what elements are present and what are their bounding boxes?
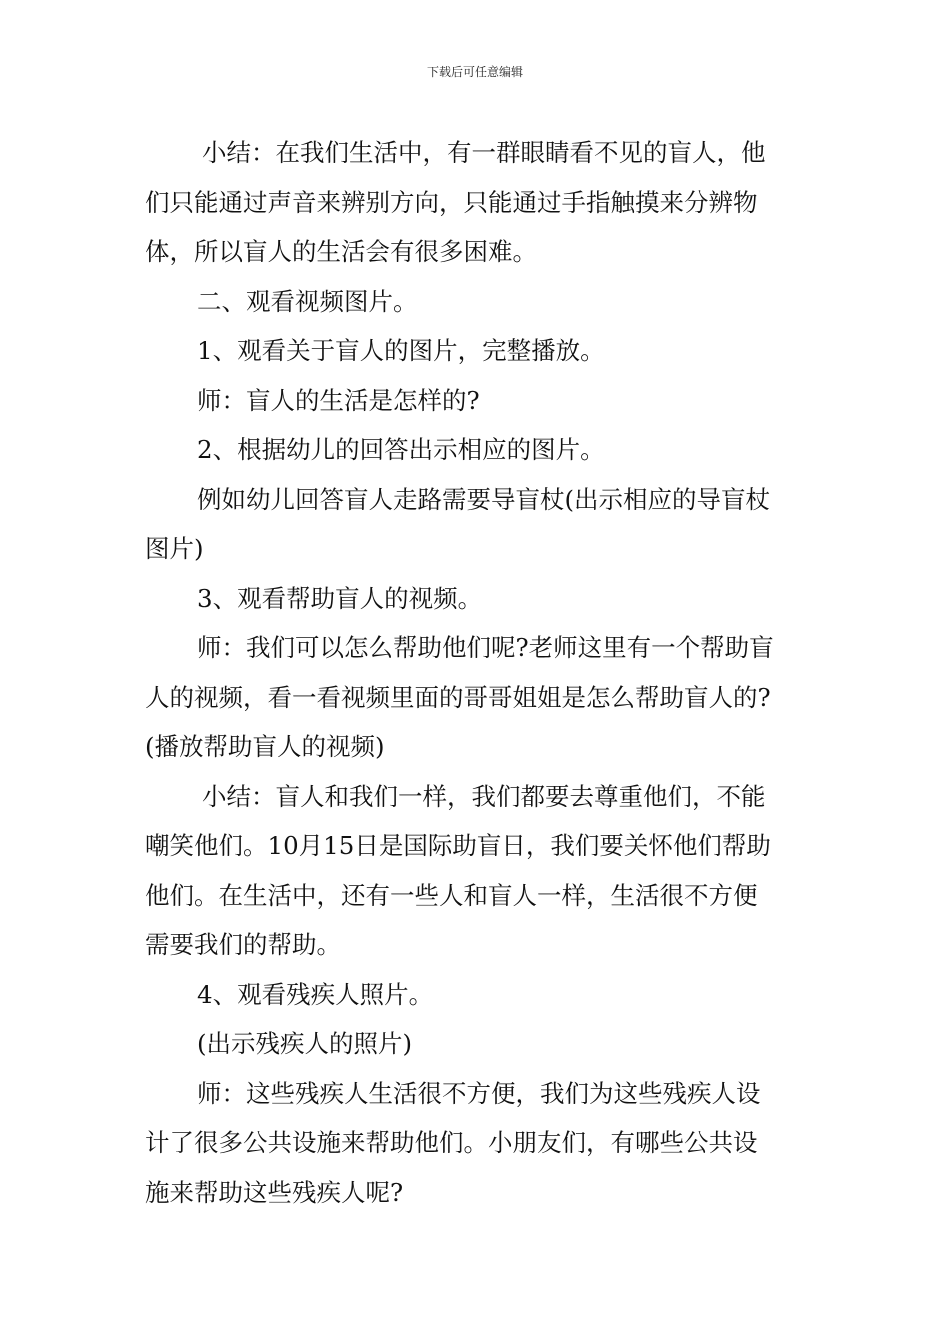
text-line: 图片) <box>145 534 204 563</box>
paragraph-summary-1 <box>145 128 810 277</box>
text-line: 小结：盲人和我们一样，我们都要去尊重他们，不能 <box>202 781 766 811</box>
text-line: 嘲笑他们。10月15日是国际助盲日，我们要关怀他们帮助 <box>145 831 771 860</box>
paragraph-step-4 <box>145 970 810 1020</box>
paragraph-teacher-question-1 <box>145 376 810 426</box>
text-line: 4、观看残疾人照片。 <box>197 979 434 1009</box>
text-line: 1、观看关于盲人的图片，完整播放。 <box>197 336 605 365</box>
text-line: 需要我们的帮助。 <box>145 930 341 959</box>
paragraph-step-2 <box>145 425 810 475</box>
text-line: 们只能通过声音来辨别方向，只能通过手指触摸来分辨物 <box>145 187 758 217</box>
paragraph-example <box>145 475 810 574</box>
text-line: 人的视频，看一看视频里面的哥哥姐姐是怎么帮助盲人的? <box>145 682 771 712</box>
paragraph-teacher-question-2 <box>145 623 810 772</box>
text-line: 师：这些残疾人生活很不方便，我们为这些残疾人设 <box>197 1078 761 1108</box>
text-line: 他们。在生活中，还有一些人和盲人一样，生活很不方便 <box>145 880 758 910</box>
document-body <box>145 128 810 1217</box>
text-line: 例如幼儿回答盲人走路需要导盲杖(出示相应的导盲杖 <box>197 484 771 514</box>
text-line: 二、观看视频图片。 <box>197 286 418 316</box>
paragraph-step-1 <box>145 326 810 376</box>
text-line: 体，所以盲人的生活会有很多困难。 <box>145 237 537 266</box>
text-line: 2、根据幼儿的回答出示相应的图片。 <box>197 435 605 464</box>
text-line: 施来帮助这些残疾人呢? <box>145 1177 404 1207</box>
paragraph-section-2-heading <box>145 277 810 327</box>
paragraph-summary-2 <box>145 772 810 970</box>
paragraph-step-3 <box>145 574 810 624</box>
text-line: 小结：在我们生活中，有一群眼睛看不见的盲人，他 <box>202 138 766 167</box>
text-line: 师：我们可以怎么帮助他们呢?老师这里有一个帮助盲 <box>197 633 774 662</box>
page-header-note: 下载后可任意编辑 <box>426 65 523 79</box>
text-line: 师：盲人的生活是怎样的? <box>197 385 480 415</box>
text-line: 3、观看帮助盲人的视频。 <box>197 583 483 613</box>
paragraph-teacher-question-3 <box>145 1069 810 1218</box>
text-line: 计了很多公共设施来帮助他们。小朋友们，有哪些公共设 <box>145 1128 758 1157</box>
text-line: (出示残疾人的照片) <box>197 1029 413 1058</box>
paragraph-show-photos <box>145 1019 810 1069</box>
text-line: (播放帮助盲人的视频) <box>145 732 385 761</box>
